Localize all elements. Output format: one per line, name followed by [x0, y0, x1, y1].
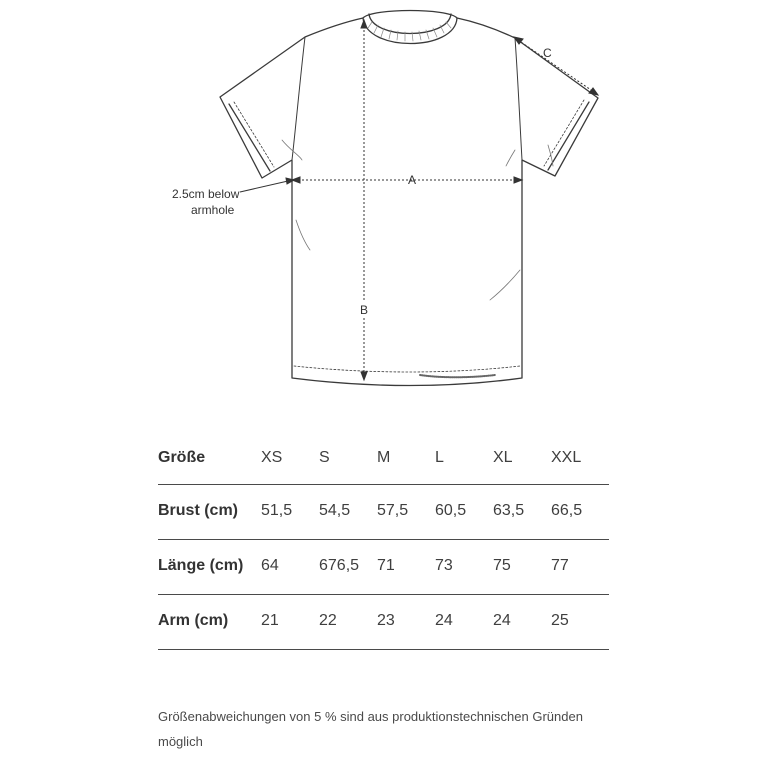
label-b: B — [360, 303, 369, 317]
left-sleeve-hem — [229, 104, 270, 171]
table-row — [158, 540, 609, 595]
armhole-note-arrow — [240, 178, 294, 192]
table-cell: 24 — [435, 612, 453, 629]
armhole-note-line1: 2.5cm below — [172, 187, 240, 201]
table-cell: 73 — [435, 557, 453, 574]
table-row — [158, 595, 609, 650]
table-cell: 60,5 — [435, 502, 467, 519]
header-size: M — [377, 449, 391, 466]
table-cell: 77 — [551, 557, 569, 574]
header-label: Größe — [158, 449, 206, 466]
header-size: L — [435, 449, 444, 466]
size-table — [158, 432, 609, 650]
table-cell: 75 — [493, 557, 511, 574]
table-cell: 676,5 — [319, 557, 360, 574]
table-cell: 23 — [377, 612, 395, 629]
table-cell: 71 — [377, 557, 395, 574]
tshirt-outline — [220, 18, 598, 386]
table-cell: 64 — [261, 557, 279, 574]
header-size: XL — [493, 449, 513, 466]
table-header-row — [158, 432, 609, 485]
measure-a — [292, 177, 522, 183]
right-sleeve-hem — [548, 102, 589, 170]
collar-inner — [369, 14, 451, 34]
table-cell: 22 — [319, 612, 337, 629]
table-cell: 25 — [551, 612, 569, 629]
table-cell: 21 — [261, 612, 279, 629]
table-cell: 51,5 — [261, 502, 293, 519]
table-cell: 66,5 — [551, 502, 583, 519]
label-c: C — [543, 46, 552, 60]
armhole-note-line2: armhole — [191, 203, 235, 217]
table-cell: 63,5 — [493, 502, 525, 519]
bottom-hem — [294, 366, 520, 372]
measure-b — [361, 20, 367, 380]
header-size: S — [319, 449, 330, 466]
row-label: Arm (cm) — [158, 612, 229, 629]
label-a: A — [408, 173, 417, 187]
row-label: Länge (cm) — [158, 557, 244, 574]
size-deviation-footnote: Größenabweichungen von 5 % sind aus produktionstechnischen Gründen möglich — [158, 709, 583, 749]
table-cell: 54,5 — [319, 502, 351, 519]
header-size: XS — [261, 449, 283, 466]
table-row — [158, 485, 609, 540]
header-size: XXL — [551, 449, 582, 466]
row-label: Brust (cm) — [158, 502, 239, 519]
table-cell: 24 — [493, 612, 511, 629]
table-cell: 57,5 — [377, 502, 409, 519]
